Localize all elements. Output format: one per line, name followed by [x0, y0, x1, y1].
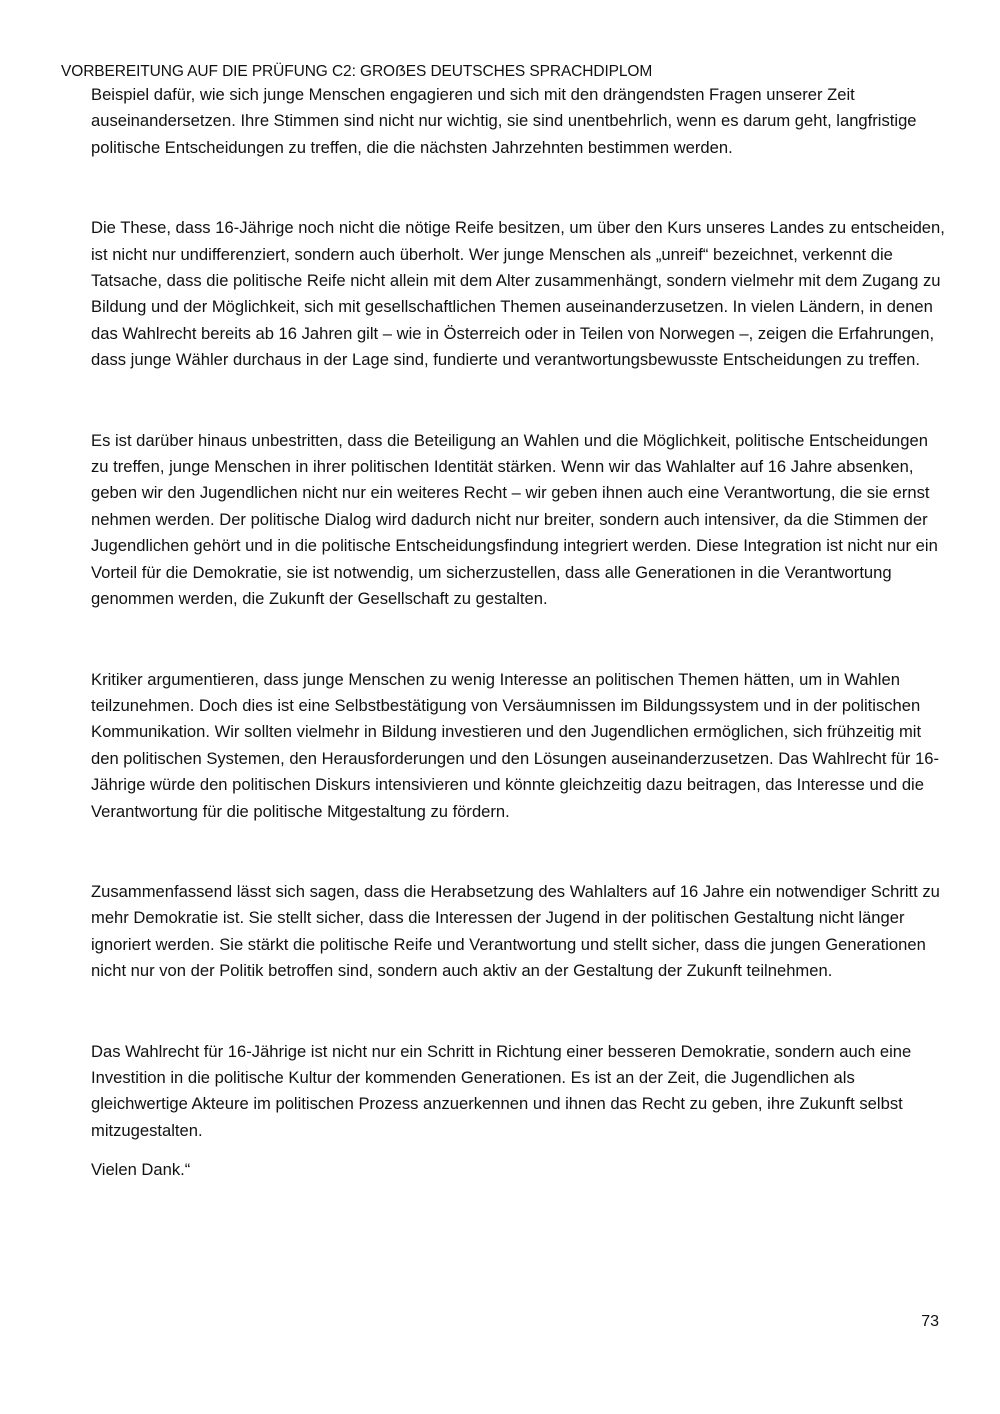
body-text	[91, 82, 946, 1184]
paragraph-3: Es ist darüber hinaus unbestritten, dass die Beteiligung an Wahlen und die Möglichkeit, politische Entscheidungen zu treffen, junge Menschen in ihrer politischen Identität stärken. Wenn wir das Wahlalter auf 16 Jahre absenken, geben wir den Jugendlichen nicht nur ein weiteres Recht – wir geben ihnen auch eine Verantwortung, die sie ernst nehmen werden. Der politische Dialog wird dadurch nicht nur breiter, sondern auch intensiver, da die Stimmen der Jugendlichen gehört und in die politische Entscheidungsfindung integriert werden. Diese Integration ist nicht nur ein Vorteil für die Demokratie, sie ist notwendig, um sicherzustellen, dass alle Generationen in die Verantwortung genommen werden, die Zukunft der Gesellschaft zu gestalten.	[91, 430, 938, 609]
page-header: VORBEREITUNG AUF DIE PRÜFUNG C2: GROẞES DEUTSCHES SPRACHDIPLOM	[61, 63, 653, 80]
paragraph-2: Die These, dass 16-Jährige noch nicht die nötige Reife besitzen, um über den Kurs unseres Landes zu entscheiden, ist nicht nur undifferenziert, sondern auch überholt. Wer junge Menschen als „unreif“ bezeichnet, verkennt die Tatsache, dass die politische Reife nicht allein mit dem Alter zusammenhängt, sondern vielmehr mit dem Zugang zu Bildung und der Möglichkeit, sich mit gesellschaftlichen Themen auseinanderzusetzen. In vielen Ländern, in denen das Wahlrecht bereits ab 16 Jahren gilt – wie in Österreich oder in Teilen von Norwegen –, zeigen die Erfahrungen, dass junge Wähler durchaus in der Lage sind, fundierte und verantwortungsbewusste Entscheidungen zu treffen.	[91, 218, 945, 370]
paragraph-5: Zusammenfassend lässt sich sagen, dass die Herabsetzung des Wahlalters auf 16 Jahre ein notwendiger Schritt zu mehr Demokratie ist. Sie stellt sicher, dass die Interessen der Jugend in der politischen Gestaltung nicht länger ignoriert werden. Sie stärkt die politische Reife und Verantwortung und stellt sicher, dass die jungen Generationen nicht nur von der Politik betroffen sind, sondern auch aktiv an der Gestaltung der Zukunft teilnehmen.	[91, 881, 940, 981]
closing-line: Vielen Dank.“	[91, 1160, 191, 1180]
paragraph-4: Kritiker argumentieren, dass junge Menschen zu wenig Interesse an politischen Themen hätten, um in Wahlen teilzunehmen. Doch dies ist eine Selbstbestätigung von Versäumnissen im Bildungssystem und in der politischen Kommunikation. Wir sollten vielmehr in Bildung investieren und den Jugendlichen ermöglichen, sich frühzeitig mit den politischen Systemen, den Herausforderungen und den Lösungen auseinanderzusetzen. Das Wahlrecht für 16-Jährige würde den politischen Diskurs intensivieren und könnte gleichzeitig dazu beitragen, das Interesse und die Verantwortung für die politische Mitgestaltung zu fördern.	[91, 669, 940, 821]
paragraph-6: Das Wahlrecht für 16-Jährige ist nicht nur ein Schritt in Richtung einer besseren Demokratie, sondern auch eine Investition in die politische Kultur der kommenden Generationen. Es ist an der Zeit, die Jugendlichen als gleichwertige Akteure im politischen Prozess anzuerkennen und ihnen das Recht zu geben, ihre Zukunft selbst mitzugestalten.	[91, 1041, 912, 1140]
paragraph-1: Beispiel dafür, wie sich junge Menschen engagieren und sich mit den drängendsten Fragen unserer Zeit auseinandersetzen. Ihre Stimmen sind nicht nur wichtig, sie sind unentbehrlich, wenn es darum geht, langfristige politische Entscheidungen zu treffen, die die nächsten Jahrzehnten bestimmen werden.	[91, 85, 917, 157]
page-number: 73	[921, 1313, 939, 1330]
